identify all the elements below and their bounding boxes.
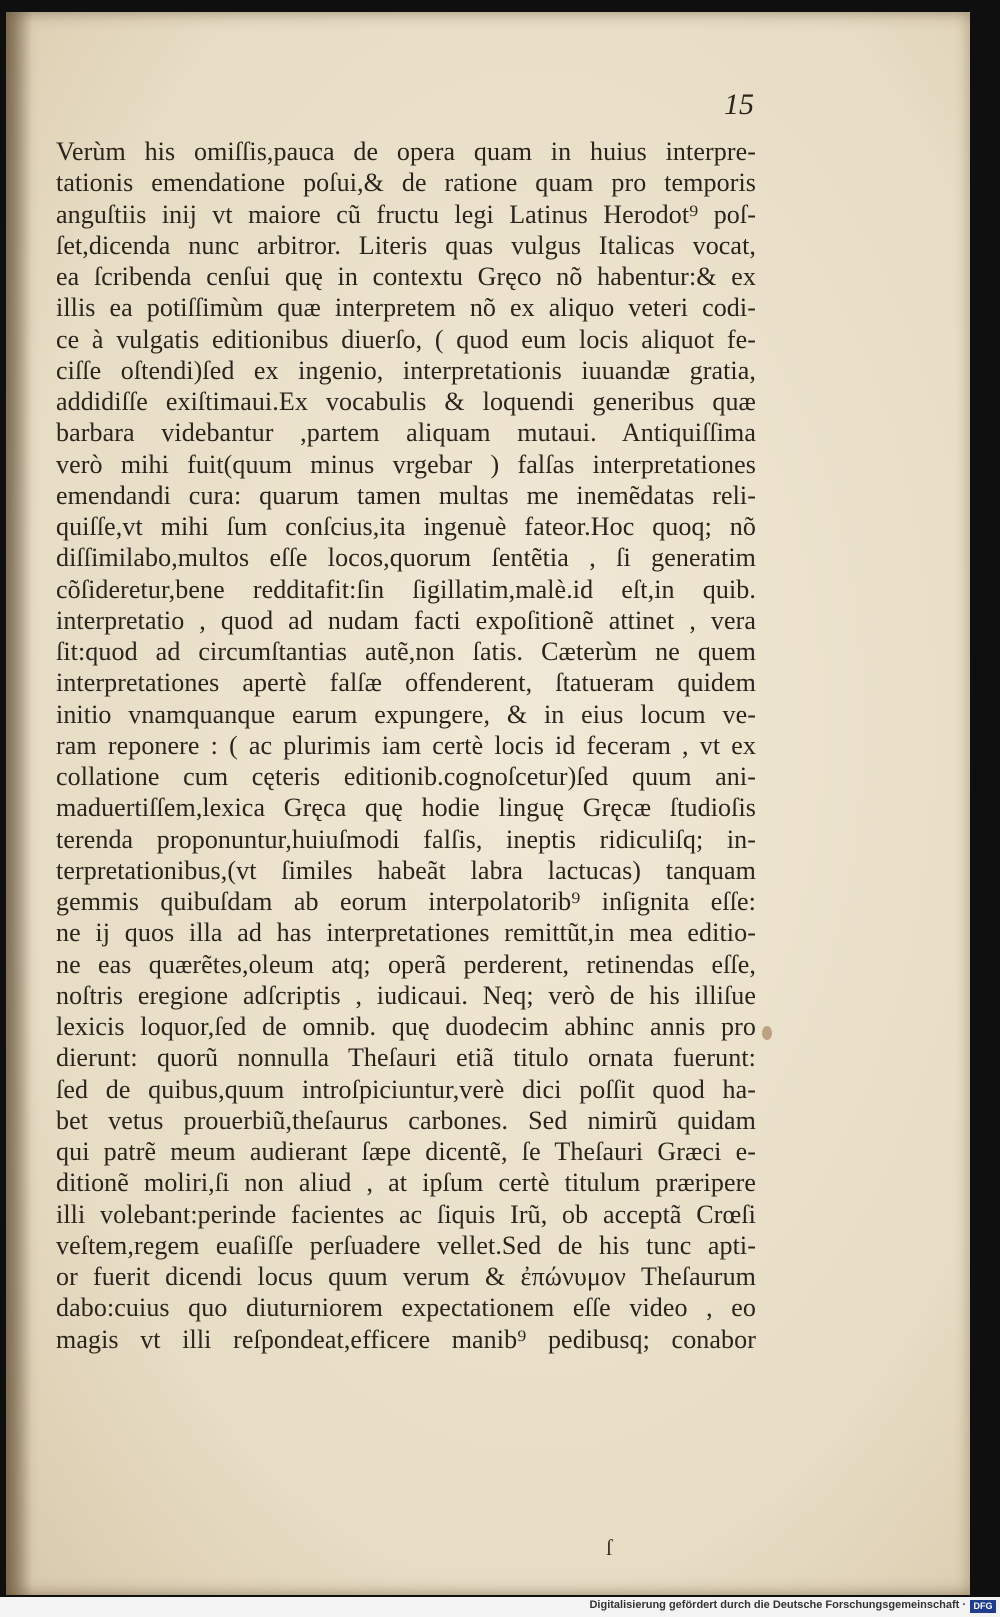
text-line: cõſideretur,bene redditafit:ſin ſigillatim,malè.id eſt,in quib. xyxy=(56,574,756,604)
signature-mark: ſ xyxy=(606,1535,613,1560)
text-line: ne ij quos illa ad has interpretationes remittũt,in mea editio- xyxy=(56,918,756,948)
text-line: emendandi cura: quarum tamen multas me inemẽdatas reli- xyxy=(56,480,756,510)
text-line: dierunt: quorũ nonnulla Theſauri etiã titulo ornata fuerunt: xyxy=(56,1043,756,1073)
text-line: ditionẽ moliri,ſi non aliud , at ipſum certè titulum præripere xyxy=(56,1168,756,1198)
text-line: interpretationes apertè falſæ offenderent, ſtatueram quidem xyxy=(56,668,756,698)
text-line: ciſſe oſtendi)ſed ex ingenio, interpretationis iuuandæ gratia, xyxy=(56,355,756,385)
text-line: ſet,dicenda nunc arbitror. Literis quas vulgus Italicas vocat, xyxy=(56,230,756,260)
text-line: lexicis loquor,ſed de omnib. quę duodecim abhinc annis pro xyxy=(56,1012,756,1041)
text-line: ſed de quibus,quum introſpiciuntur,verè dici poſſit quod ha- xyxy=(56,1074,756,1104)
text-line: ea ſcribenda cenſui quę in contextu Gręco nõ habentur:& ex xyxy=(56,262,756,291)
dfg-logo-icon: DFG xyxy=(970,1600,996,1613)
text-line: ne eas quærẽtes,oleum atq; operã perderent, retinendas eſſe, xyxy=(56,949,756,979)
text-line: barbara videbantur ,partem aliquam mutaui. Antiquiſſima xyxy=(56,418,756,448)
text-line: collatione cum cęteris editionib.cognoſcetur)ſed quum ani- xyxy=(56,762,756,791)
body-text xyxy=(56,136,756,1355)
page-gutter-shadow xyxy=(6,12,32,1595)
text-line: gemmis quibuſdam ab eorum interpolatorib⁹ inſignita eſſe: xyxy=(56,887,756,916)
text-line: maduertiſſem,lexica Gręca quę hodie linguę Gręcæ ſtudioſis xyxy=(56,793,756,823)
text-line: ſit:quod ad circumſtantias autẽ,non ſatis. Cæterùm ne quem xyxy=(56,637,756,666)
funding-credit: Digitalisierung gefördert durch die Deutsche Forschungsgemeinschaft · xyxy=(589,1599,966,1611)
text-line: terpretationibus,(vt ſimiles habeãt labra lactucas) tanquam xyxy=(56,855,756,885)
text-line: dabo:cuius quo diuturniorem expectationem eſſe video , eo xyxy=(56,1293,756,1323)
text-line: noſtris eregione adſcriptis , iudicaui. Neq; verò de his illiſue xyxy=(56,980,756,1010)
text-line: veſtem,regem euaſiſſe perſuadere vellet.Sed de his tunc apti- xyxy=(56,1230,756,1260)
text-line: magis vt illi reſpondeat,efficere manib⁹ pedibusq; conabor xyxy=(56,1324,756,1354)
text-line: tationis emendatione poſui,& de ratione quam pro temporis xyxy=(56,168,756,198)
text-line: illis ea potiſſimùm quæ interpretem nõ ex aliquo veteri codi- xyxy=(56,293,756,323)
text-line: Verùm his omiſſis,pauca de opera quam in huius interpre- xyxy=(56,137,756,166)
text-line: illi volebant:perinde facientes ac ſiquis Irũ, ob acceptã Crœſi xyxy=(56,1199,756,1229)
page-number: 15 xyxy=(724,88,754,121)
text-line: terenda proponuntur,huiuſmodi falſis, ineptis ridiculiſq; in- xyxy=(56,824,756,854)
text-line: or fuerit dicendi locus quum verum & ἐπώνυμον Theſaurum xyxy=(56,1262,756,1291)
book-page xyxy=(6,12,970,1595)
text-line: verò mihi fuit(quum minus vrgebar ) falſas interpretationes xyxy=(56,449,756,479)
text-line: quiſſe,vt mihi ſum conſcius,ita ingenuè fateor.Hoc quoq; nõ xyxy=(56,512,756,541)
text-line: diſſimilabo,multos eſſe locos,quorum ſentẽtia , ſi generatim xyxy=(56,543,756,573)
footer-bar xyxy=(0,1597,1000,1617)
text-line: anguſtiis inij vt maiore cũ fructu legi Latinus Herodot⁹ poſ- xyxy=(56,199,756,229)
text-line: addidiſſe exiſtimaui.Ex vocabulis & loquendi generibus quæ xyxy=(56,387,756,416)
text-line: qui patrẽ meum audierant ſæpe dicentẽ, ſe Theſauri Græci e- xyxy=(56,1137,756,1166)
text-line: initio vnamquanque earum expungere, & in eius locum ve- xyxy=(56,699,756,729)
text-line: bet vetus prouerbiũ,theſaurus carbones. Sed nimirũ quidam xyxy=(56,1105,756,1135)
text-line: interpretatio , quod ad nudam facti expoſitionẽ attinet , vera xyxy=(56,605,756,635)
text-line: ram reponere : ( ac plurimis iam certè locis id feceram , vt ex xyxy=(56,730,756,760)
text-line: ce à vulgatis editionibus diuerſo, ( quod eum locis aliquot fe- xyxy=(56,324,756,354)
page-stain xyxy=(762,1026,772,1040)
